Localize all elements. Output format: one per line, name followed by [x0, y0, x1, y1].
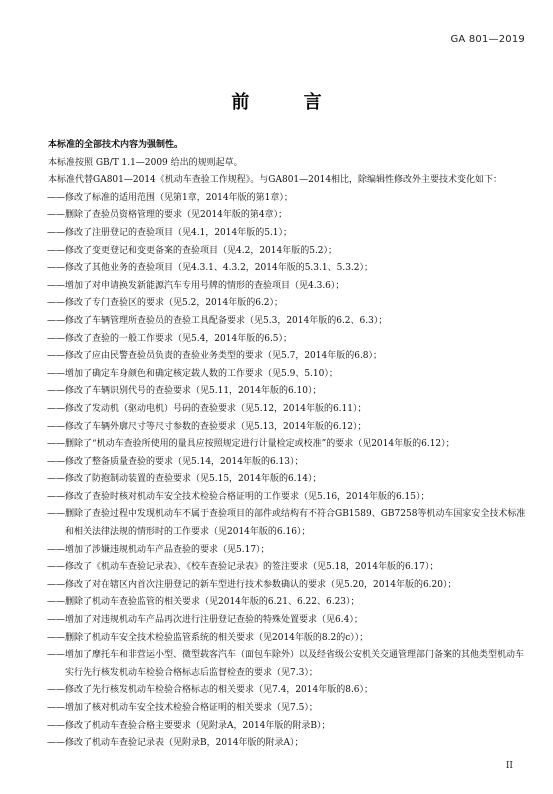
change-item: ——修改了机动车查验合格主要要求（见附录A，2014年版的附录B）；	[47, 720, 331, 731]
change-item: ——删除了机动车安全技术检验监管系统的相关要求（见2014年版的8.2的c））；	[47, 632, 369, 643]
drafting-rule-statement: 本标准按照 GB/T 1.1—2009 给出的规则起草。	[48, 157, 243, 168]
change-item: ——修改了查验的一般工作要求（见5.4，2014年版的6.5）；	[47, 333, 293, 344]
change-item: ——修改了先行核发机动车检验合格标志的相关要求（见7.4，2014年版的8.6）；	[47, 685, 374, 696]
change-item: ——修改了车辆管理所查验员的查验工具配备要求（见5.3，2014年版的6.2、6.3）；	[47, 315, 388, 326]
document-code: GA 801—2019	[450, 34, 525, 45]
change-item: ——修改了注册登记的查验项目（见4.1，2014年版的5.1）；	[47, 227, 293, 238]
change-item: ——修改了其他业务的查验项目（见4.3.1、4.3.2，2014年版的5.3.1、5.3.2）；	[47, 263, 374, 274]
change-item: ——修改了车辆外廓尺寸等尺寸参数的查验要求（见5.13，2014年版的6.12）；	[47, 421, 367, 432]
change-item: ——修改了对在辖区内首次注册登记的新车型进行技术参数确认的要求（见5.20，2014年版的6.20）；	[47, 579, 457, 590]
change-item: ——修改了车辆识别代号的查验要求（见5.11，2014年版的6.10）；	[47, 386, 322, 397]
foreword-body	[38, 137, 526, 753]
changes-list	[38, 190, 526, 753]
change-item: ——修改了变更登记和变更备案的查验项目（见4.2，2014年版的5.2）；	[47, 245, 338, 256]
change-item: ——修改了防抱制动装置的查验要求（见5.15，2014年版的6.14）；	[47, 474, 322, 485]
change-item: ——删除了机动车查验监管的相关要求（见2014年版的6.21、6.22、6.23）；	[47, 597, 360, 608]
change-item: ——增加了对申请换发新能源汽车专用号牌的情形的查验项目（见4.3.6）；	[47, 280, 345, 291]
change-item: ——修改了查验时核对机动车安全技术检验合格证明的工作要求（见5.16，2014年版的6.15）；	[47, 491, 430, 502]
change-item: ——修改了机动车查验记录表（见附录B，2014年版的附录A）；	[47, 738, 304, 749]
change-item: ——增加了摩托车和非营运小型、微型载客汽车（面包车除外）以及经省级公安机关交通管理部门备案的其他类型机动车实行先行核发机动车检验合格标志后监督检查的要求（见7.3）；	[47, 650, 525, 678]
change-item: ——增加了对违规机动车产品再次进行注册登记查验的特殊处置要求（见6.4）；	[47, 615, 363, 626]
change-item: ——增加了确定车身颜色和确定核定载人数的工作要求（见5.9、5.10）；	[47, 368, 338, 379]
change-item: ——增加了涉嫌违规机动车产品查验的要求（见5.17）；	[47, 544, 270, 555]
mandatory-statement: 本标准的全部技术内容为强制性。	[48, 140, 184, 150]
change-item: ——增加了核对机动车安全技术检验合格证明的相关要求（见7.5）；	[47, 703, 318, 713]
change-item: ——删除了查验过程中发现机动车不属于查验项目的部件或结构有不符合GB1589、GB7258等机动车国家安全技术标准和相关法律法规的情形时的工作要求（见2014年版的6.16）；	[47, 509, 526, 538]
change-item: ——修改了专门查验区的要求（见5.2，2014年版的6.2）；	[47, 298, 284, 309]
change-item: ——修改了发动机（驱动电机）号码的查验要求（见5.12，2014年版的6.11）；	[47, 403, 367, 414]
change-item: ——修改了应由民警查验员负责的查验业务类型的要求（见5.7，2014年版的6.8）；	[47, 351, 383, 362]
change-item: ——修改了《机动车查验记录表》、《校车查验记录表》的签注要求（见5.18，2014年版的6.17）；	[47, 562, 439, 573]
change-item: ——删除了查验员资格管理的要求（见2014年版的第4章）；	[47, 210, 288, 221]
page-title: 前 言	[231, 92, 346, 113]
change-item: ——修改了整备质量查验的要求（见5.14，2014年版的6.13）；	[47, 456, 304, 467]
page-number: II	[505, 761, 513, 771]
change-item: ——删除了“机动车查验所使用的量具应按照规定进行计量检定或校准”的要求（见2014年版的6.12）；	[47, 439, 455, 450]
change-item: ——修改了标准的适用范围（见第1章，2014年版的第1章）；	[47, 192, 293, 203]
replacement-statement: 本标准代替GA801—2014《机动车查验工作规程》。与GA801—2014相比，除编辑性修改外主要技术变化如下：	[48, 175, 503, 186]
